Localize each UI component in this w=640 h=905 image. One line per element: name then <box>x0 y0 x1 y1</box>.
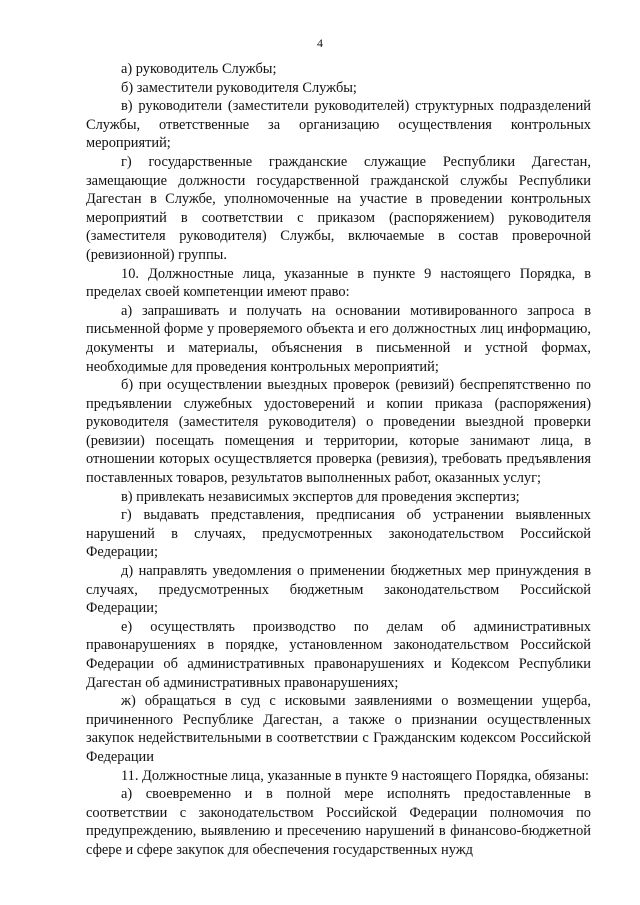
paragraph-clause-10-zh: ж) обращаться в суд с исковыми заявлениями о возмещении ущерба, причиненного Республике Дагестан, а также о признании осуществленных закупок недействительными в соответствии с Гражданским кодексом Российской Федерации <box>86 693 591 765</box>
page-number: 4 <box>317 36 323 50</box>
paragraph-clause-11: 11. Должностные лица, указанные в пункте 9 настоящего Порядка, обязаны: <box>121 767 590 784</box>
paragraph-clause-10-g: г) выдавать представления, предписания об устранении выявленных нарушений в случаях, предусмотренных законодательством Российской Федерации; <box>86 507 591 561</box>
paragraph-item-a: а) руководитель Службы; <box>121 61 277 77</box>
paragraph-clause-11-a: а) своевременно и в полной мере исполнять предоставленные в соответствии с законодательством Российской Федерации полномочия по предупреждению, выявлению и пресечению нарушений в финансово-бюджетной сфере и сфере закупок для обеспечения государственных нужд <box>86 786 591 858</box>
paragraph-clause-10-v: в) привлекать независимых экспертов для проведения экспертиз; <box>121 488 520 505</box>
paragraph-clause-10-a: а) запрашивать и получать на основании мотивированного запроса в письменной форме у проверяемого объекта и его должностных лиц информацию, документы и материалы, объяснения в письменной и устной формах, необходимые для проведения контрольных мероприятий; <box>86 302 591 375</box>
paragraph-clause-10-d: д) направлять уведомления о применении бюджетных мер принуждения в случаях, предусмотренных бюджетным законодательством Российской Федерации; <box>86 563 591 617</box>
paragraph-clause-10-e: е) осуществлять производство по делам об административных правонарушениях в порядке, установленном законодательством Российской Федерации об административных правонарушениях и Кодексом Республики Дагестан об административных правонарушениях; <box>86 618 591 691</box>
paragraph-item-b: б) заместители руководителя Службы; <box>121 79 357 96</box>
paragraph-clause-10: 10. Должностные лица, указанные в пункте 9 настоящего Порядка, в пределах своей компетенции имеют право: <box>86 265 591 301</box>
body-text <box>86 60 591 860</box>
paragraph-item-v: в) руководители (заместители руководителей) структурных подразделений Службы, ответственные за организацию осуществления контрольных мероприятий; <box>86 98 591 152</box>
paragraph-item-g: г) государственные гражданские служащие Республики Дагестан, замещающие должности государственной гражданской службы Республики Дагестан в Службе, уполномоченные на участие в проведении контрольных мероприятий в соответствии с приказом (распоряжением) руководителя (заместителя руководителя) Службы, включаемые в состав проверочной (ревизионной) группы. <box>86 153 591 263</box>
paragraph-clause-10-b: б) при осуществлении выездных проверок (ревизий) беспрепятственно по предъявлении служебных удостоверений и копии приказа (распоряжения) руководителя (заместителя руководителя) о проведении выездной проверки (ревизии) посещать помещения и территории, которые занимают лица, в отношении которых осуществляется проверка (ревизия), требовать предъявления поставленных товаров, результатов выполненных работ, оказанных услуг; <box>86 377 591 487</box>
